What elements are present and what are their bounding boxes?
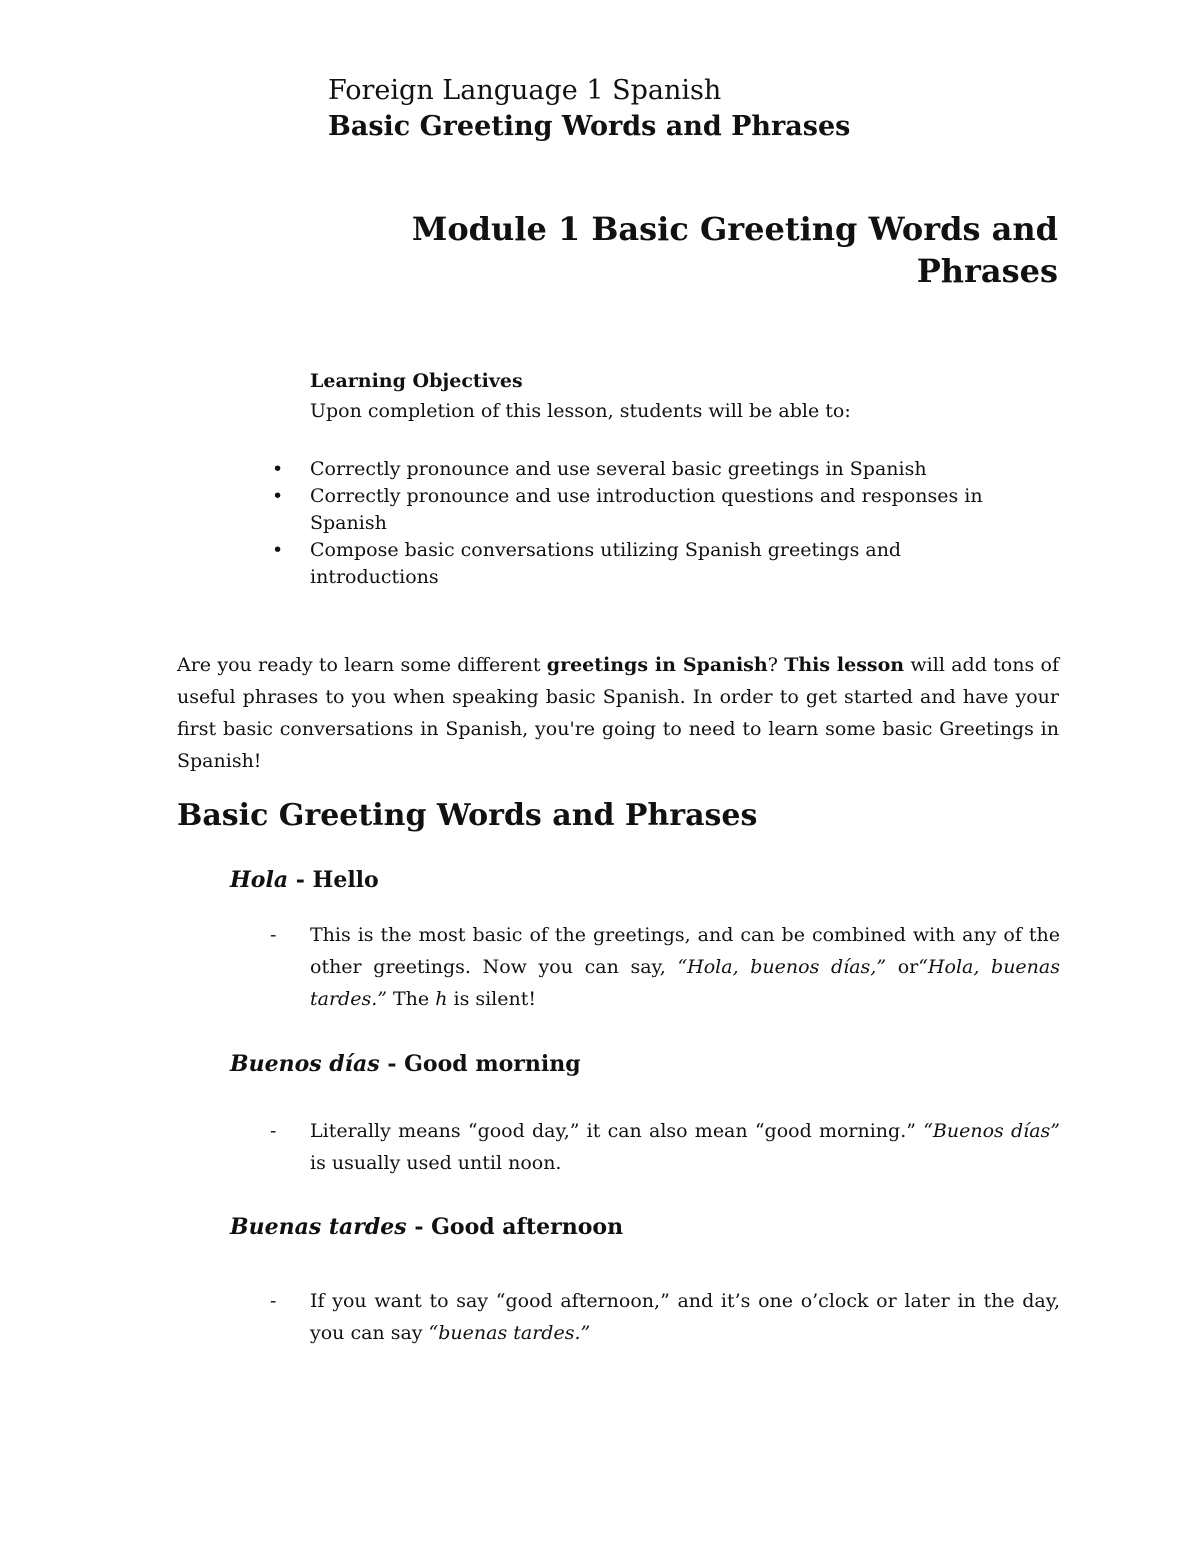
desc-segment: Literally means “good day,” it can also mean “good morning.” bbox=[310, 1120, 924, 1142]
description-text bbox=[310, 1285, 1060, 1349]
desc-italic: “Hola, buenas tardes.” bbox=[310, 956, 1060, 1010]
term-description bbox=[270, 1285, 1060, 1349]
desc-segment: or bbox=[886, 956, 919, 978]
objectives-heading: Learning Objectives bbox=[310, 370, 523, 392]
intro-text: will add tons of useful phrases to you when speaking basic Spanish. In order to get started and have your first basic conversations in Spanish, you're going to need to learn some basic Greetings in Spanish! bbox=[177, 654, 1059, 772]
intro-bold-text: This lesson bbox=[784, 654, 905, 676]
desc-italic: “Hola, buenos días,” bbox=[677, 956, 887, 978]
dash-bullet-icon: - bbox=[270, 924, 277, 946]
objective-text: Correctly pronounce and use introduction questions and responses in Spanish bbox=[310, 485, 983, 534]
term-spanish: Hola bbox=[230, 867, 289, 893]
dash-bullet-icon: - bbox=[270, 1290, 277, 1312]
intro-paragraph bbox=[177, 649, 1059, 777]
desc-segment: is usually used until noon. bbox=[310, 1152, 562, 1174]
objectives-list bbox=[270, 456, 1030, 591]
objective-item bbox=[270, 456, 1030, 483]
desc-segment: The bbox=[386, 988, 436, 1010]
desc-segment: If you want to say “good afternoon,” and it’s one o’clock or later in the day, you can say bbox=[310, 1290, 1060, 1344]
objective-item bbox=[270, 537, 1030, 591]
desc-segment: is silent! bbox=[447, 988, 537, 1010]
term-separator: - bbox=[379, 1051, 405, 1077]
section-heading: Basic Greeting Words and Phrases bbox=[177, 798, 758, 833]
desc-italic: h bbox=[435, 988, 448, 1010]
term-description bbox=[270, 919, 1060, 1015]
term-english: Good afternoon bbox=[431, 1214, 624, 1240]
term-separator: - bbox=[288, 867, 313, 893]
desc-italic: “buenas tardes.” bbox=[428, 1322, 591, 1344]
desc-italic: “Buenos días” bbox=[923, 1120, 1061, 1142]
course-title: Foreign Language 1 Spanish bbox=[328, 75, 722, 106]
intro-text: Are you ready to learn some different bbox=[177, 654, 547, 676]
intro-text: ? bbox=[767, 654, 785, 676]
term-description bbox=[270, 1115, 1060, 1179]
term-spanish: Buenos días bbox=[230, 1051, 380, 1077]
greeting-term bbox=[230, 1049, 581, 1079]
bullet-icon: • bbox=[272, 539, 284, 561]
description-text bbox=[310, 919, 1060, 1015]
greeting-term bbox=[230, 865, 379, 895]
objective-text: Compose basic conversations utilizing Spanish greetings and introductions bbox=[310, 539, 902, 588]
term-spanish: Buenas tardes bbox=[230, 1214, 407, 1240]
dash-bullet-icon: - bbox=[270, 1120, 277, 1142]
greeting-term bbox=[230, 1212, 623, 1242]
intro-bold-text: greetings in Spanish bbox=[546, 654, 768, 676]
desc-segment: This is the most basic of the greetings, and can be combined with any of the other greetings. Now you can say, bbox=[310, 924, 1060, 978]
term-separator: - bbox=[406, 1214, 432, 1240]
objective-text: Correctly pronounce and use several basic greetings in Spanish bbox=[310, 458, 927, 480]
objectives-intro: Upon completion of this lesson, students will be able to: bbox=[310, 400, 851, 422]
term-english: Good morning bbox=[404, 1051, 581, 1077]
bullet-icon: • bbox=[272, 485, 284, 507]
bullet-icon: • bbox=[272, 458, 284, 480]
course-subtitle: Basic Greeting Words and Phrases bbox=[328, 111, 851, 142]
term-english: Hello bbox=[312, 867, 379, 893]
description-text bbox=[310, 1115, 1060, 1179]
objective-item bbox=[270, 483, 1030, 537]
module-title: Module 1 Basic Greeting Words and Phrases bbox=[411, 210, 1058, 290]
